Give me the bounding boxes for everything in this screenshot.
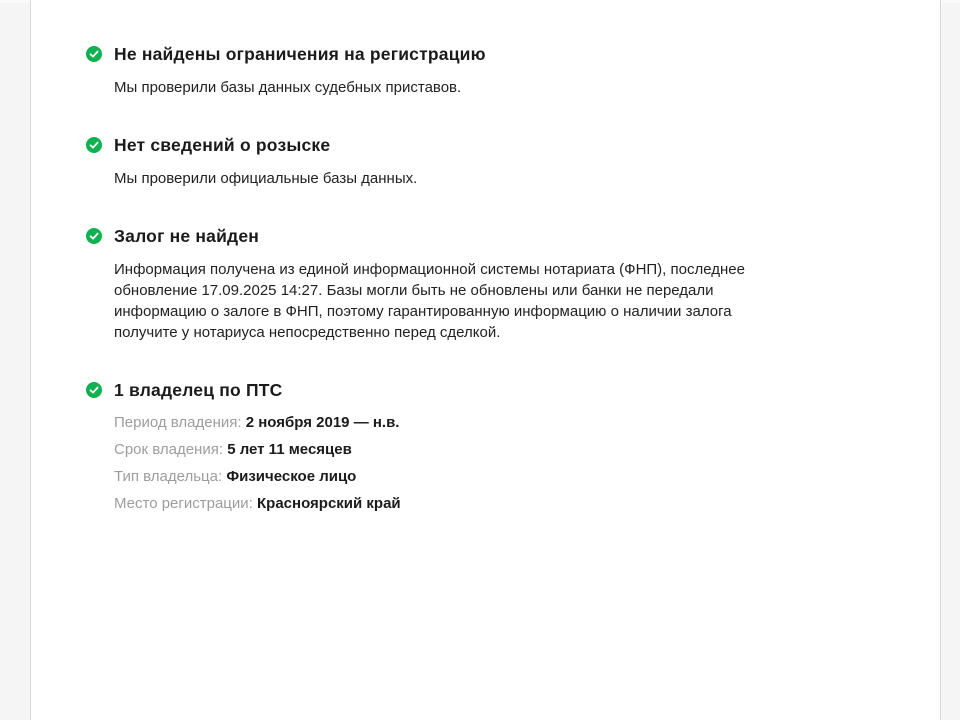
report-page: [30, 0, 941, 720]
check-circle-icon: [86, 382, 102, 398]
detail-row: [114, 467, 940, 486]
section-description: Информация получена из единой информационной системы нотариата (ФНП), последнее обновление 17.09.2025 14:27. Базы могли быть не обновлены или банки не передали информацию о залоге в ФНП, поэтому гарантированную информацию о наличии залога получите у нотариуса непосредственно перед сделкой.: [114, 261, 745, 341]
check-circle-icon: [86, 228, 102, 244]
report-section-owners-by-pts: [86, 380, 940, 513]
section-head: [86, 226, 940, 246]
report-section-pledge: [86, 226, 940, 343]
detail-value: 2 ноября 2019 — н.в.: [245, 414, 400, 431]
section-head: [86, 44, 940, 64]
section-title: Нет сведений о розыске: [114, 135, 331, 155]
section-details: [114, 413, 940, 513]
detail-row: [114, 440, 940, 459]
check-circle-icon: [86, 137, 102, 153]
detail-value: Красноярский край: [257, 495, 401, 512]
detail-row: [114, 413, 940, 432]
detail-value: Физическое лицо: [226, 468, 357, 485]
check-circle-icon: [86, 46, 102, 62]
section-title: Не найдены ограничения на регистрацию: [114, 44, 486, 64]
section-title: Залог не найден: [114, 226, 260, 246]
detail-value: 5 лет 11 месяцев: [227, 441, 352, 458]
detail-row: [114, 494, 940, 513]
section-head: [86, 380, 940, 400]
report-sections: [86, 44, 940, 513]
detail-label: Срок владения:: [114, 441, 228, 458]
report-section-registration-restrictions: [86, 44, 940, 98]
detail-label: Тип владельца:: [114, 468, 227, 485]
section-body: [114, 413, 940, 513]
section-title: 1 владелец по ПТС: [114, 380, 283, 400]
right-gutter: [941, 0, 960, 720]
section-body: [114, 168, 940, 189]
left-gutter: [0, 0, 30, 720]
detail-label: Период владения:: [114, 414, 246, 431]
section-body: [114, 259, 940, 343]
detail-label: Место регистрации:: [114, 495, 257, 512]
section-description: Мы проверили официальные базы данных.: [114, 170, 418, 187]
section-head: [86, 135, 940, 155]
section-description: Мы проверили базы данных судебных приставов.: [114, 79, 462, 96]
section-body: [114, 77, 940, 98]
report-section-wanted-status: [86, 135, 940, 189]
